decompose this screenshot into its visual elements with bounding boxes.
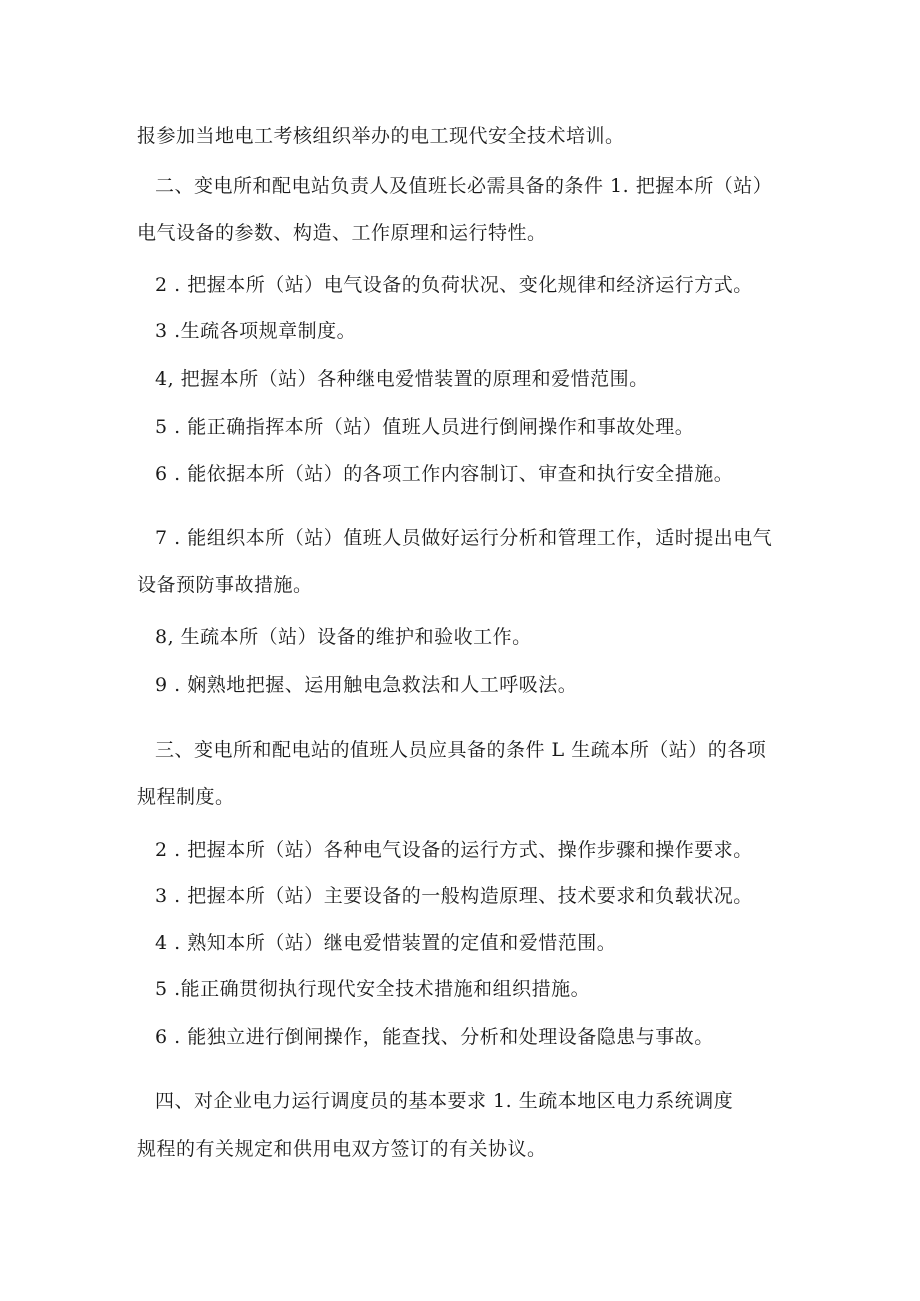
list-item: 4, 把握本所（站）各种继电爱惜装置的原理和爱惜范围。 [155, 368, 649, 390]
list-item: 8, 生疏本所（站）设备的维护和验收工作。 [155, 626, 532, 648]
list-item: 2 . 把握本所（站）各种电气设备的运行方式、操作步骤和操作要求。 [155, 839, 753, 861]
list-item: 3 . 把握本所（站）主要设备的一般构造原理、技术要求和负载状况。 [155, 885, 753, 907]
list-item: 7 . 能组织本所（站）值班人员做好运行分析和管理工作，适时提出电气 [155, 527, 773, 549]
list-item: 5 .能正确贯彻执行现代安全技术措施和组织措施。 [155, 978, 591, 1000]
section-heading: 三、变电所和配电站的值班人员应具备的条件 L 生疏本所（站）的各项 [155, 739, 767, 761]
text-line: 设备预防事故措施。 [137, 574, 313, 596]
text-line: 规程制度。 [137, 786, 235, 808]
list-item: 5 . 能正确指挥本所（站）值班人员进行倒闸操作和事故处理。 [155, 416, 695, 438]
section-heading: 四、对企业电力运行调度员的基本要求 1. 生疏本地区电力系统调度 [155, 1090, 734, 1112]
list-item: 2 . 把握本所（站）电气设备的负荷状况、变化规律和经济运行方式。 [155, 274, 753, 296]
text-line: 报参加当地电工考核组织举办的电工现代安全技术培训。 [137, 125, 625, 147]
list-item: 4 . 熟知本所（站）继电爱惜装置的定值和爱惜范围。 [155, 932, 617, 954]
section-heading: 二、变电所和配电站负责人及值班长必需具备的条件 1. 把握本所（站） [155, 175, 773, 197]
list-item: 6 . 能依据本所（站）的各项工作内容制订、审查和执行安全措施。 [155, 463, 734, 485]
list-item: 9 . 娴熟地把握、运用触电急救法和人工呼吸法。 [155, 674, 578, 696]
list-item: 6 . 能独立进行倒闸操作，能查找、分析和处理设备隐患与事故。 [155, 1026, 714, 1048]
text-line: 规程的有关规定和供用电双方签订的有关协议。 [137, 1138, 547, 1160]
list-item: 3 .生疏各项规章制度。 [155, 320, 357, 342]
text-line: 电气设备的参数、构造、工作原理和运行特性。 [137, 222, 547, 244]
